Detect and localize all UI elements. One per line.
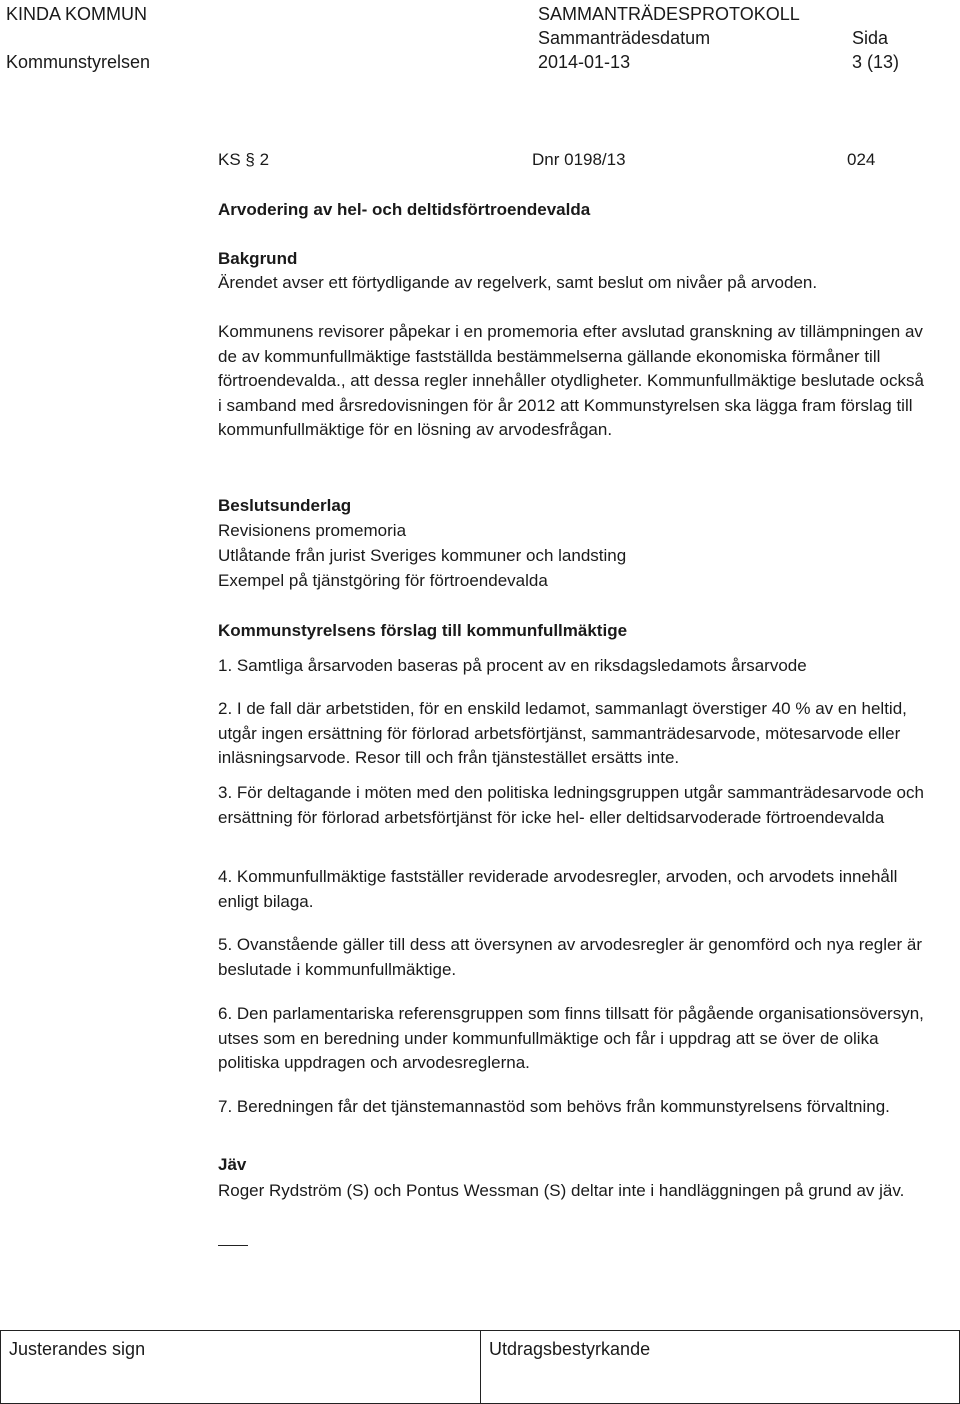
proposal-item: 6. Den parlamentariska referensgruppen som finns tillsatt för pågående organisationsöversyn, utses som en beredning under kommunfullmäktige och får i uppdrag att se över de olika politiska uppdragen och arvodesreglerna. (218, 1004, 924, 1072)
background-text: Kommunens revisorer påpekar i en promemoria efter avslutad granskning av tillämpningen av de av kommunfullmäktige fastställda bestämmelserna gällande ekonomiska förmåner till förtroendevalda., att dessa regler innehåller otydligheter. Kommunfullmäktige beslutade också i samband med årsredovisningen för år 2012 att Kommunstyrelsen ska lägga fram förslag till kommunfullmäktige för en lösning av arvodesfrågan. (218, 322, 924, 439)
background-paragraph (218, 320, 928, 443)
jav-text: Roger Rydström (S) och Pontus Wessman (S) deltar inte i handläggningen på grund av jäv. (218, 1181, 905, 1200)
proposal-heading: Kommunstyrelsens förslag till kommunfullmäktige (218, 621, 628, 640)
background-heading: Bakgrund (218, 249, 298, 268)
proposal-item: 2. I de fall där arbetstiden, för en enskild ledamot, sammanlagt överstiger 40 % av en heltid, utgår ingen ersättning för förlorad arbetsförtjänst, sammanträdesarvode, mötesarvode eller inläsningsarvode. Resor till och från tjänstestället ersätts inte. (218, 699, 907, 767)
proposal-item: 3. För deltagande i möten med den politiska ledningsgruppen utgår sammanträdesarvode och ersättning för förlorad arbetsförtjänst för icke hel- eller deltidsarvoderade förtroendevalda (218, 783, 924, 827)
doc-type: SAMMANTRÄDESPROTOKOLL (538, 4, 800, 24)
case-dnr: Dnr 0198/13 (532, 150, 626, 169)
sign-label: Justerandes sign (9, 1339, 146, 1359)
page-label: Sida (852, 28, 889, 48)
proposal-item: 1. Samtliga årsarvoden baseras på procent av en riksdagsledamots årsarvode (218, 656, 807, 675)
proposal-item: 7. Beredningen får det tjänstemannastöd som behövs från kommunstyrelsens förvaltning. (218, 1097, 890, 1116)
basis-item: Revisionens promemoria (218, 521, 407, 540)
jav-heading: Jäv (218, 1155, 247, 1174)
proposal-item: 5. Ovanstående gäller till dess att översynen av arvodesregler är genomförd och nya regler är beslutade i kommunfullmäktige. (218, 935, 922, 979)
basis-heading: Beslutsunderlag (218, 496, 352, 515)
end-rule (218, 1245, 248, 1246)
certification-label: Utdragsbestyrkande (489, 1339, 651, 1359)
proposal-item: 4. Kommunfullmäktige fastställer reviderade arvodesregler, arvoden, och arvodets innehåll enligt bilaga. (218, 867, 898, 911)
page-number: 3 (13) (852, 52, 900, 72)
case-title: Arvodering av hel- och deltidsförtroendevalda (218, 200, 591, 219)
background-line: Ärendet avser ett förtydligande av regelverk, samt beslut om nivåer på arvoden. (218, 273, 818, 292)
basis-item: Utlåtande från jurist Sveriges kommuner och landsting (218, 546, 627, 565)
certification-box (480, 1330, 960, 1404)
case-code: 024 (847, 150, 876, 169)
meeting-date: 2014-01-13 (538, 52, 631, 72)
case-paragraph: KS § 2 (218, 150, 270, 169)
body-name: Kommunstyrelsen (6, 52, 151, 72)
basis-item: Exempel på tjänstgöring för förtroendevalda (218, 571, 548, 590)
sign-box (0, 1330, 481, 1404)
date-label: Sammanträdesdatum (538, 28, 711, 48)
org-name: KINDA KOMMUN (6, 4, 148, 24)
